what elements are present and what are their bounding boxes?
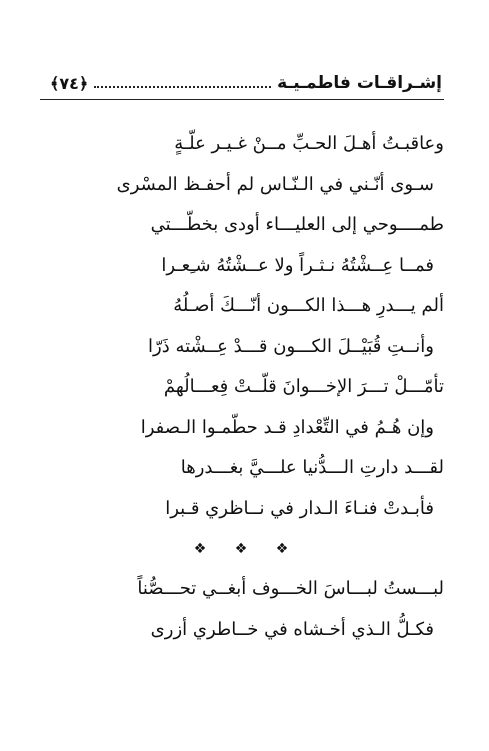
poem-body [50,124,444,650]
header-dotted-leader [94,86,271,88]
verse-line: وعاقبـتُ أهـلَ الحـبِّ مــنْ غـيـر علّـةٍ [174,133,444,154]
verse-line: وأنــتِ قُبَيْــلَ الكـــون قـــدْ عِــشْته ذَرّا [148,335,434,357]
verse-line: لبـــستُ لبـــاسَ الخـــوف أبغــي تحـــصُّناً [137,578,444,599]
verse-line: تأمّـــلْ تـــرَ الإخـــوانَ قلّــتْ فِعـــالُهمْ [163,376,444,397]
book-title: إشـراقـات فاطمـيـة [277,73,442,93]
verse-line: لقـــد دارتِ الـــدُّنيا علـــيَّ بغـــدرها [180,457,444,478]
verse-line: فأبـدتْ فنـاءَ الـدار في نــاظري قـبرا [165,497,434,519]
verse-line: سـوى أنّـني في الـنّـاس لم أحفـظ المسْرى [116,173,434,195]
verse-line: فمــا عِــشْتُهُ نـثـراً ولا عــشْتُهُ شـِعـرا [161,254,434,276]
verse-line: طمــــوحي إلى العليـــاء أودى بخطّـــتي [150,214,444,235]
verse-line: وإن هُـمُ في التِّعْدادِ قـد حطّمـوا الـصفرا [140,416,434,438]
verse-line: فكـلُّ الـذي أخـشاه في خــاطري أزرى [150,618,434,640]
section-separator: ❖ ❖ ❖ [193,541,301,557]
header-rule [40,99,444,100]
page-header [50,70,442,96]
verse-line: ألم يـــدرِ هـــذا الكـــون أنّـــكَ أصـلُهُ [173,295,444,316]
page-number: ﴿٧٤﴾ [50,73,89,93]
